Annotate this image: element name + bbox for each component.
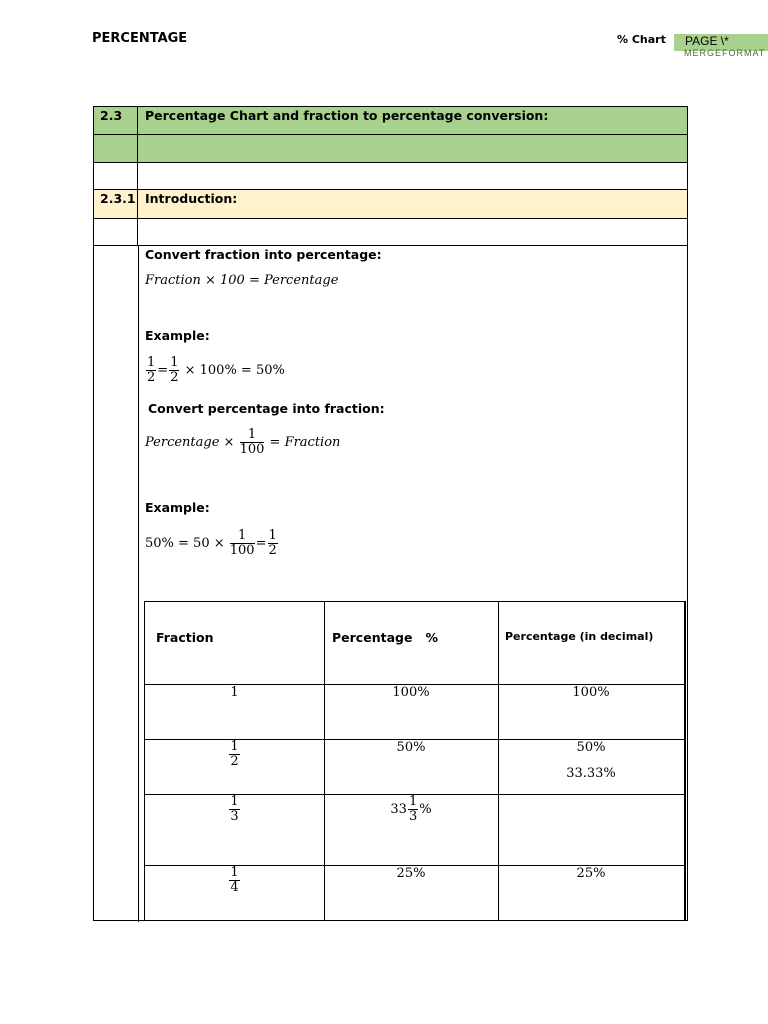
fraction	[229, 866, 239, 895]
numerator: 1	[170, 355, 179, 370]
numerator: 1	[240, 428, 265, 443]
empty-cell	[94, 219, 138, 245]
cell-decimal: 33.33%	[566, 766, 616, 781]
cell-fraction	[145, 795, 324, 824]
cell-fraction: 1	[230, 685, 239, 700]
denominator: 2	[170, 370, 179, 385]
denominator: 100	[229, 543, 255, 558]
cell-fraction	[145, 866, 324, 895]
cell-percent: 100%	[392, 685, 430, 700]
page-field	[674, 34, 768, 58]
cell-decimal: 50%	[576, 740, 606, 755]
section-row-2-3	[94, 107, 687, 135]
numerator: 1	[268, 528, 277, 543]
fraction	[240, 428, 265, 457]
fraction	[268, 529, 278, 558]
cell-decimal: 100%	[572, 685, 610, 700]
example-1-equation: $\frac{1}{2}$ = $\frac{1}{2}$ × 100% = 50%	[147, 355, 285, 385]
header-percentage: Percentage %	[332, 630, 439, 645]
heading-percentage-to-fraction: Convert percentage into fraction:	[148, 401, 385, 416]
header-decimal: Percentage (in decimal)	[505, 630, 654, 643]
col-divider	[684, 602, 685, 920]
header-title: PERCENTAGE	[92, 31, 188, 46]
fraction	[146, 356, 156, 385]
cell-percent: 25%	[396, 866, 426, 881]
cell-fraction	[145, 740, 324, 769]
denominator: 2	[147, 370, 156, 385]
denominator: 4	[230, 880, 239, 895]
denominator: 2	[230, 754, 239, 769]
equation-rest: × 100% = 50%	[184, 363, 285, 378]
denominator: 3	[230, 809, 239, 824]
example-2-equation	[145, 529, 279, 558]
denominator: 100	[239, 442, 265, 457]
denominator: 3	[408, 809, 418, 824]
example-label-1: Example:	[145, 328, 210, 343]
cell-percent	[324, 795, 498, 824]
whole-part: 33	[390, 802, 407, 817]
subsection-title: Introduction:	[145, 191, 238, 206]
equation-left: 50% = 50 ×	[145, 536, 225, 551]
numerator: 1	[147, 355, 156, 370]
numerator: 1	[408, 794, 418, 809]
column-divider	[138, 246, 139, 922]
fraction	[169, 356, 179, 385]
formula-left: Percentage ×	[145, 435, 235, 450]
cell-percent: 50%	[396, 740, 426, 755]
page-field-code: PAGE \*	[685, 34, 729, 48]
blank-row	[94, 163, 687, 190]
fraction	[229, 795, 239, 824]
cell-decimal: 25%	[576, 866, 606, 881]
subsection-number: 2.3.1	[94, 190, 138, 218]
numerator: 1	[230, 739, 239, 754]
example-label-2: Example:	[145, 500, 210, 515]
equals-sign: =	[255, 536, 267, 551]
formula-fraction-to-percentage: Fraction × 100 = Percentage	[145, 273, 339, 288]
formula-right: = Fraction	[269, 435, 341, 450]
header-chart-label: % Chart	[617, 33, 666, 46]
percent-sign: %	[419, 802, 432, 817]
fraction	[408, 795, 418, 824]
percentage-chart-table	[144, 601, 686, 921]
empty-cell	[94, 135, 138, 162]
page-field-ghost: MERGEFORMAT	[684, 48, 766, 58]
subsection-row-2-3-1	[94, 190, 687, 219]
blank-row	[94, 219, 687, 246]
empty-cell	[94, 163, 138, 189]
numerator: 1	[230, 794, 239, 809]
fraction	[230, 529, 255, 558]
numerator: 1	[230, 865, 239, 880]
fraction	[229, 740, 239, 769]
section-title: Percentage Chart and fraction to percentage conversion:	[145, 108, 549, 123]
formula-percentage-to-fraction	[145, 428, 340, 457]
section-spacer-row	[94, 135, 687, 163]
numerator: 1	[230, 529, 255, 544]
heading-fraction-to-percentage: Convert fraction into percentage:	[145, 247, 382, 262]
section-number: 2.3	[94, 107, 138, 134]
denominator: 2	[268, 543, 277, 558]
header-fraction: Fraction	[156, 630, 214, 645]
